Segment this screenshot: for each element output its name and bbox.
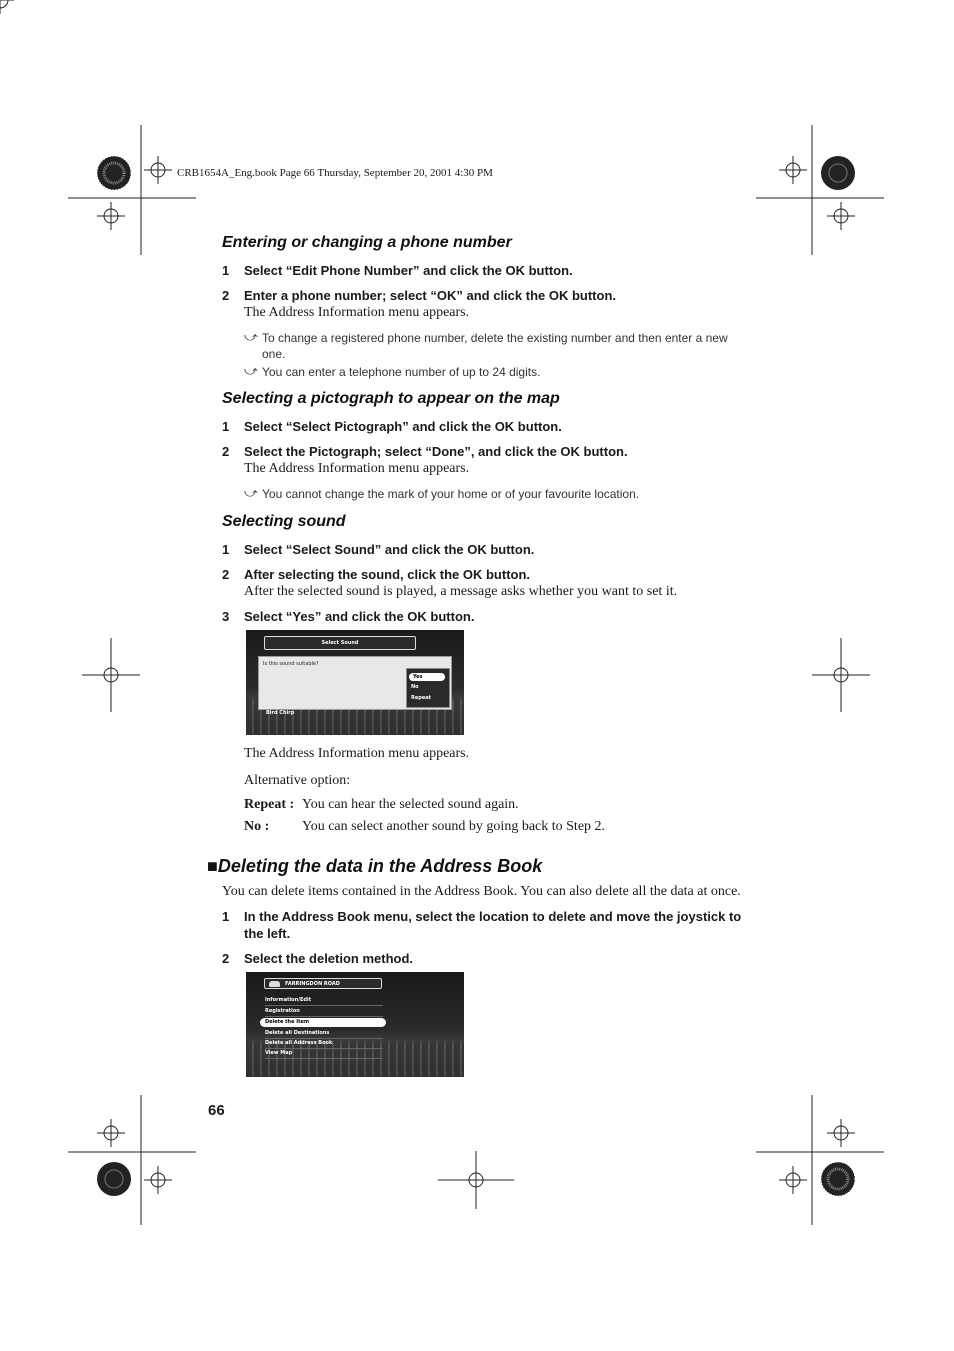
sound-step-2-detail: After the selected sound is played, a message asks whether you want to set it. xyxy=(244,584,678,599)
phone-step-2 xyxy=(222,287,762,304)
phone-step-1 xyxy=(222,262,762,279)
sound-result: The Address Information menu appears. xyxy=(244,746,470,761)
delete-intro: You can delete items contained in the Address Book. You can also delete all the data at once. xyxy=(222,884,741,899)
option-repeat: Repeat xyxy=(411,695,431,701)
step-number: 2 xyxy=(222,567,230,582)
section-title-sound: Selecting sound xyxy=(222,513,346,530)
step-text: Select the Pictograph; select “Done”, and click the OK button. xyxy=(244,444,628,459)
step-text: Select “Yes” and click the OK button. xyxy=(244,609,475,624)
menu-item: View Map xyxy=(265,1049,383,1059)
page-number: 66 xyxy=(208,1102,225,1119)
step-text: Select the deletion method. xyxy=(244,951,414,966)
hook-arrow-icon: ⤻ xyxy=(244,363,258,378)
alt-desc: You can select another sound by going back to Step 2. xyxy=(302,819,606,834)
step-text: Select “Select Sound” and click the OK button. xyxy=(244,542,535,557)
section-title-delete: ■Deleting the data in the Address Book xyxy=(207,856,543,876)
step-number: 1 xyxy=(222,542,230,557)
car-icon xyxy=(269,981,280,987)
section-title-phone: Entering or changing a phone number xyxy=(222,234,512,251)
step-number: 3 xyxy=(222,609,230,624)
phone-note-2: ⤻ You can enter a telephone number of up to 24 digits. xyxy=(244,363,541,379)
menu-item: Registration xyxy=(265,1007,383,1017)
select-sound-screenshot xyxy=(246,630,464,735)
step-number: 2 xyxy=(222,444,230,459)
option-list xyxy=(406,668,450,708)
hook-arrow-icon: ⤻ xyxy=(244,485,258,500)
step-text: Enter a phone number; select “OK” and click the OK button. xyxy=(244,288,616,303)
pictograph-step-2 xyxy=(222,443,762,460)
alt-desc: You can hear the selected sound again. xyxy=(302,797,519,812)
step-text: In the Address Book menu, select the location to delete and move the joystick to the left. xyxy=(244,909,742,941)
hook-arrow-icon: ⤻ xyxy=(244,329,258,344)
step-number: 2 xyxy=(222,288,230,303)
dialog-question: Is this sound suitable? xyxy=(263,661,319,667)
screen-title: Select Sound xyxy=(264,636,416,650)
step-number: 1 xyxy=(222,909,230,924)
step-number: 2 xyxy=(222,951,230,966)
menu-item: Delete all Destinations xyxy=(265,1029,383,1039)
step-number: 1 xyxy=(222,263,230,278)
step-text: Select “Edit Phone Number” and click the OK button. xyxy=(244,263,573,278)
delete-step-1 xyxy=(222,908,762,942)
step-text: Select “Select Pictograph” and click the OK button. xyxy=(244,419,562,434)
step-number: 1 xyxy=(222,419,230,434)
section-title-pictograph: Selecting a pictograph to appear on the map xyxy=(222,390,560,407)
alternative-label: Alternative option: xyxy=(244,773,351,788)
phone-note-1: ⤻ To change a registered phone number, delete the existing number and then enter a new one. xyxy=(244,329,728,361)
step-text: After selecting the sound, click the OK button. xyxy=(244,567,531,582)
alt-no xyxy=(244,818,605,836)
address-book-screenshot xyxy=(246,972,464,1077)
file-info-header: CRB1654A_Eng.book Page 66 Thursday, September 20, 2001 4:30 PM xyxy=(177,167,493,179)
alt-repeat xyxy=(244,796,519,814)
sound-step-1 xyxy=(222,541,762,558)
alt-term: Repeat : xyxy=(244,797,295,812)
pictograph-step-1 xyxy=(222,418,762,435)
pictograph-result: The Address Information menu appears. xyxy=(244,461,470,476)
section-marker-icon: ■ xyxy=(207,856,218,876)
menu-item: Delete all Address Book xyxy=(265,1039,383,1049)
screen-title: FARRINGDON ROAD xyxy=(264,978,382,989)
option-no: No xyxy=(411,684,419,690)
alt-term: No : xyxy=(244,819,270,834)
sound-step-2 xyxy=(222,566,762,583)
delete-step-2 xyxy=(222,950,762,967)
sound-name-label: Bird Chirp xyxy=(266,710,295,716)
menu-item-selected: Delete the Item xyxy=(260,1018,386,1027)
sound-step-3 xyxy=(222,608,762,625)
pictograph-note-1: ⤻ You cannot change the mark of your home or of your favourite location. xyxy=(244,485,640,501)
option-yes: Yes xyxy=(409,673,445,681)
phone-result: The Address Information menu appears. xyxy=(244,305,470,320)
menu-item: Information/Edit xyxy=(265,996,383,1006)
